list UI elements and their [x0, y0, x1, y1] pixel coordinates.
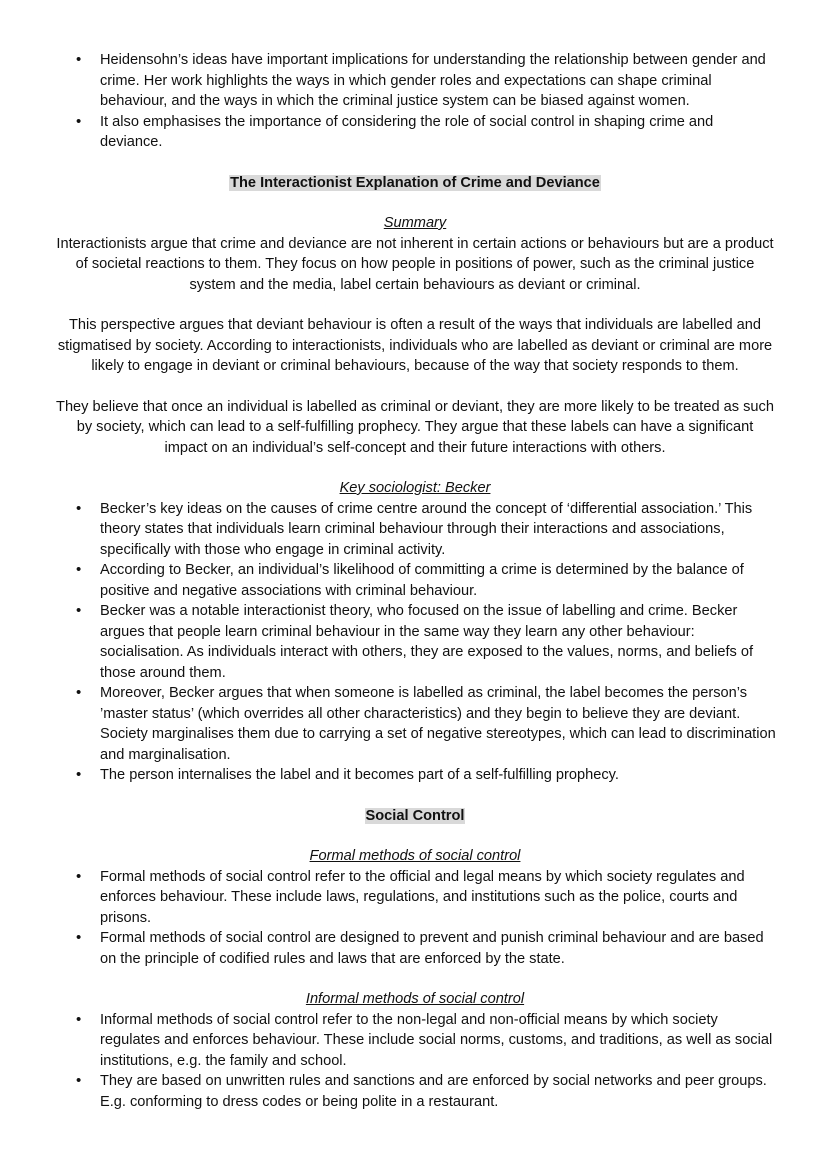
list-item: • Formal methods of social control refer to the official and legal means by which society regulates and enforces behaviour. These include laws, regulations, and institutions such as the police, courts and prisons. — [100, 867, 776, 929]
formal-bullet-list — [54, 867, 776, 970]
section-heading-text: The Interactionist Explanation of Crime and Deviance — [230, 174, 600, 191]
subheading-informal: Informal methods of social control — [305, 991, 525, 1007]
subheading-summary: Summary — [383, 215, 447, 231]
list-item: • Becker’s key ideas on the causes of crime centre around the concept of ‘differential association.’ This theory states that individuals learn criminal behaviour through their interactions and associations, specifically with those who engage in criminal activity. — [100, 499, 776, 561]
list-item: • They are based on unwritten rules and sanctions and are enforced by social networks and peer groups. E.g. conforming to dress codes or being polite in a restaurant. — [100, 1071, 776, 1112]
list-item: • The person internalises the label and it becomes part of a self-fulfilling prophecy. — [100, 765, 776, 786]
list-item: • Informal methods of social control refer to the non-legal and non-official means by which society regulates and enforces behaviour. These include social norms, customs, and traditions, as well as social institutions, e.g. the family and school. — [100, 1010, 776, 1072]
section-heading-text: Social Control — [365, 807, 465, 824]
list-item: • Heidensohn’s ideas have important implications for understanding the relationship between gender and crime. Her work highlights the ways in which gender roles and expectations can shape criminal behaviour, and the ways in which the criminal justice system can be biased against women. — [100, 50, 776, 112]
paragraph: This perspective argues that deviant behaviour is often a result of the ways that individuals are labelled and stigmatised by society. According to interactionists, individuals who are labelled as deviant or criminal are more likely to engage in deviant or criminal behaviours, because of the way that society responds to them. — [57, 317, 773, 374]
paragraph: Interactionists argue that crime and deviance are not inherent in certain actions or behaviours but are a product of societal reactions to them. They focus on how people in positions of power, such as the criminal justice system and the media, label certain behaviours as deviant or criminal. — [56, 235, 774, 293]
section-heading-interactionist — [54, 173, 776, 194]
list-item: • Formal methods of social control are designed to prevent and punish criminal behaviour and are based on the principle of codified rules and laws that are enforced by the state. — [100, 928, 776, 969]
subheading-key-sociologist: Key sociologist: Becker — [339, 480, 491, 496]
subheading-formal: Formal methods of social control — [309, 848, 521, 864]
list-item: • It also emphasises the importance of considering the role of social control in shaping crime and deviance. — [100, 112, 776, 153]
paragraph: They believe that once an individual is labelled as criminal or deviant, they are more likely to be treated as such by society, which can lead to a self-fulfilling prophecy. They argue that these labels can have a significant impact on an individual’s self-concept and their future interactions with others. — [56, 398, 774, 456]
informal-bullet-list — [54, 1010, 776, 1113]
intro-bullet-list — [54, 50, 776, 153]
becker-bullet-list — [54, 499, 776, 786]
list-item: • Moreover, Becker argues that when someone is labelled as criminal, the label becomes the person’s ’master status’ (which overrides all other characteristics) and they begin to believe they are deviant. Society marginalises them due to carrying a set of negative stereotypes, which can lead to discrimination and marginalisation. — [100, 683, 776, 765]
list-item: • According to Becker, an individual’s likelihood of committing a crime is determined by the balance of positive and negative associations with criminal behaviour. — [100, 560, 776, 601]
list-item: • Becker was a notable interactionist theory, who focused on the issue of labelling and crime. Becker argues that people learn criminal behaviour in the same way they learn any other behaviour: socialisation. As individuals interact with others, they are exposed to the values, norms, and beliefs of those around them. — [100, 601, 776, 683]
section-heading-social-control — [54, 806, 776, 827]
